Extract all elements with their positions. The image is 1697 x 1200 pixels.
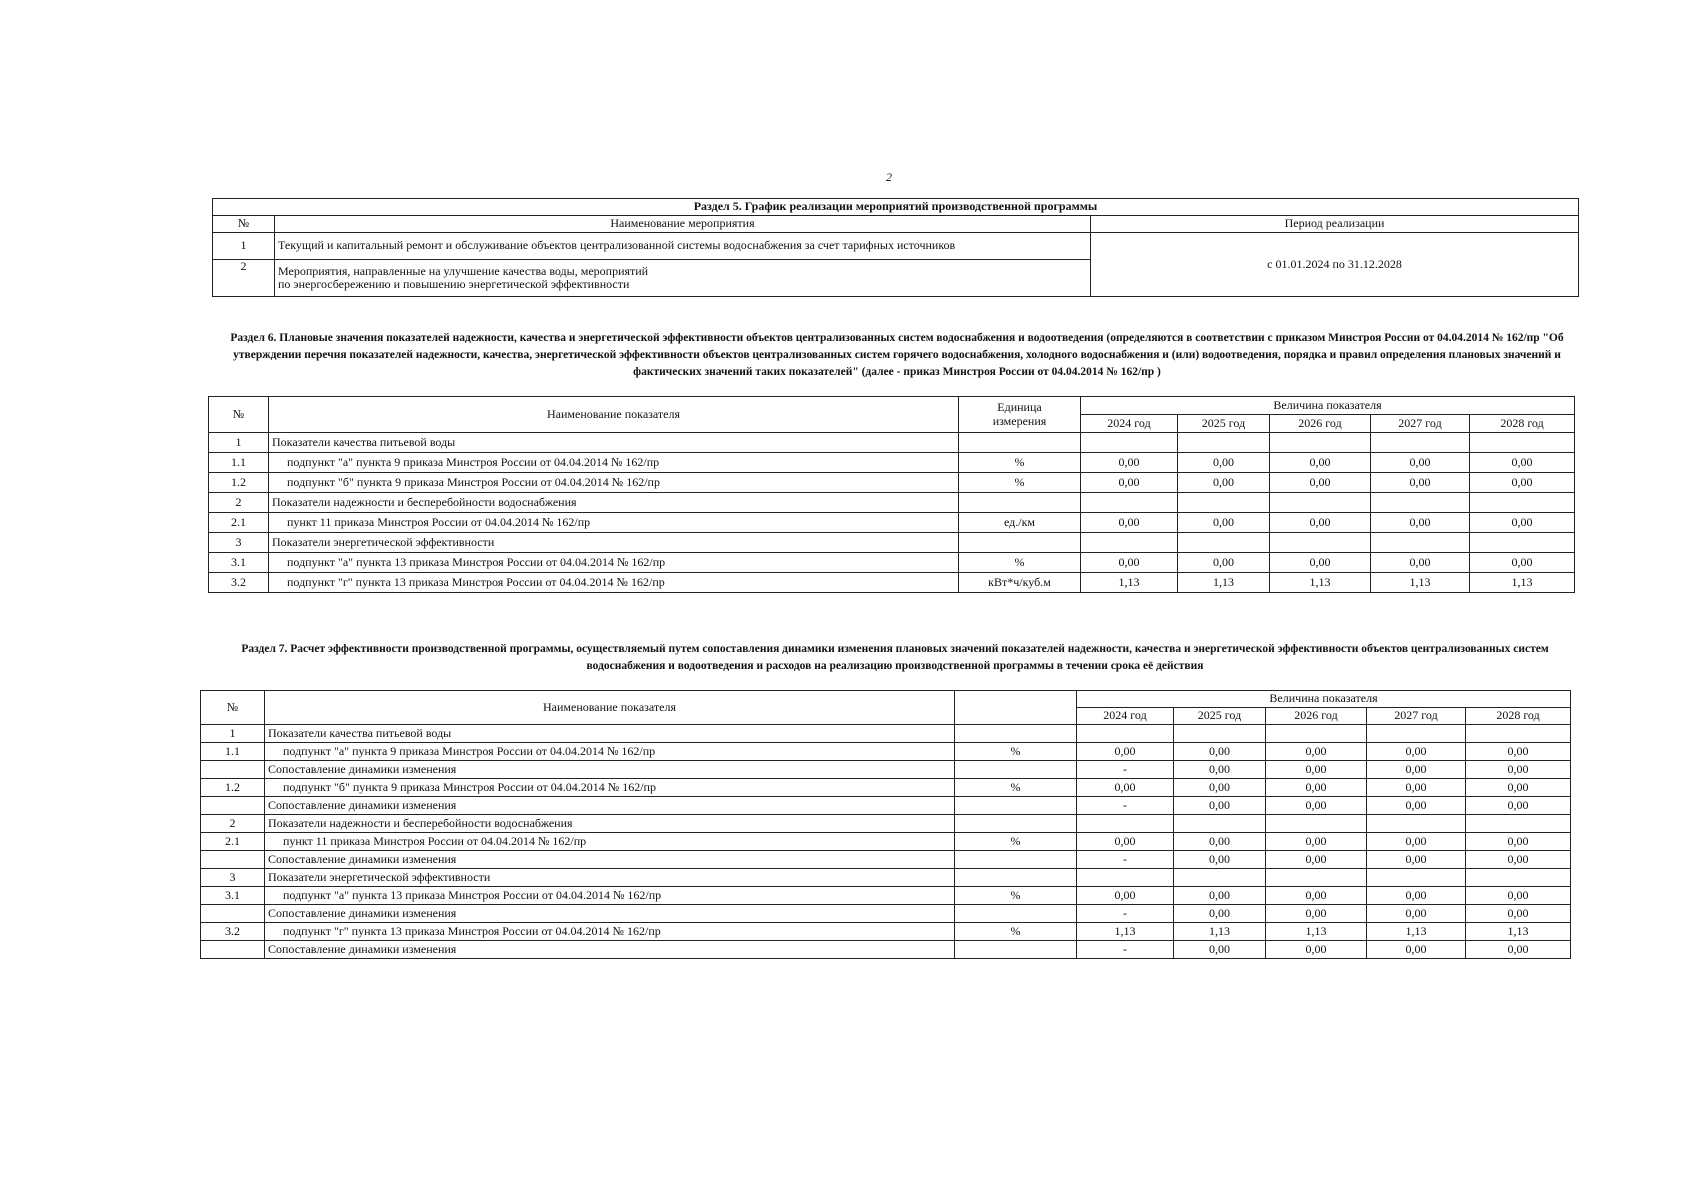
s7-table-row [201,725,1571,743]
s7-row-name: Сопоставление динамики изменения [265,851,955,869]
s7-body [201,725,1571,959]
s7-row-value: 0,00 [1077,887,1174,905]
s7-row-value: 0,00 [1466,851,1571,869]
s7-header-name: Наименование показателя [265,691,955,725]
s6-row-no: 2 [209,493,269,513]
s6-row-no: 3 [209,533,269,553]
s7-row-value [1466,869,1571,887]
s7-header-no: № [201,691,265,725]
s7-row-unit: % [955,833,1077,851]
s7-row-value [1077,815,1174,833]
s7-row-value: 0,00 [1266,833,1367,851]
s7-row-value: 0,00 [1266,851,1367,869]
page-number: 2 [886,170,892,184]
s7-row-value: 0,00 [1367,779,1466,797]
s7-table-row [201,941,1571,959]
s5-header-period: Период реализации [1091,216,1579,233]
s7-row-no [201,797,265,815]
s7-row-unit [955,761,1077,779]
s7-row-unit [955,905,1077,923]
s6-table-row [209,433,1575,453]
s6-row-value: 0,00 [1470,473,1575,493]
s7-header-unit [955,691,1077,725]
s7-row-name: Показатели энергетической эффективности [265,869,955,887]
s6-table-row [209,493,1575,513]
s7-table-row [201,743,1571,761]
s6-row-unit: % [959,473,1081,493]
section7-table [200,690,1571,959]
s6-row-no: 1.1 [209,453,269,473]
s7-row-value: 0,00 [1266,743,1367,761]
s6-row-value: 0,00 [1081,513,1178,533]
s7-header-year: 2024 год [1077,708,1174,725]
s6-row-name: подпункт "а" пункта 13 приказа Минстроя России от 04.04.2014 № 162/пр [269,553,959,573]
s7-row-no: 2.1 [201,833,265,851]
s7-row-value: 0,00 [1266,797,1367,815]
s7-row-no: 3.1 [201,887,265,905]
s7-table-row [201,869,1571,887]
section5-title: Раздел 5. График реализации мероприятий производственной программы [213,199,1579,216]
s6-row-value: 0,00 [1178,553,1270,573]
s7-row-unit [955,797,1077,815]
s7-row-no: 1.1 [201,743,265,761]
s7-row-value: 1,13 [1266,923,1367,941]
s7-row-value: 0,00 [1466,761,1571,779]
s6-row-name: подпункт "б" пункта 9 приказа Минстроя России от 04.04.2014 № 162/пр [269,473,959,493]
s6-row-value: 0,00 [1470,453,1575,473]
s5-header-name: Наименование мероприятия [275,216,1091,233]
s7-row-value: 0,00 [1367,851,1466,869]
s7-row-value [1174,815,1266,833]
s7-row-value [1266,815,1367,833]
s7-row-value: 0,00 [1466,779,1571,797]
s6-header-year: 2027 год [1371,415,1470,433]
s7-row-value: 0,00 [1174,761,1266,779]
s6-row-unit: ед./км [959,513,1081,533]
s6-row-value: 1,13 [1470,573,1575,593]
s6-row-no: 2.1 [209,513,269,533]
s6-header-year: 2024 год [1081,415,1178,433]
s6-row-name: подпункт "г" пункта 13 приказа Минстроя России от 04.04.2014 № 162/пр [269,573,959,593]
s6-row-value [1081,433,1178,453]
s7-row-value: 0,00 [1174,833,1266,851]
s6-row-value: 1,13 [1178,573,1270,593]
s7-table-row [201,761,1571,779]
s7-row-value: 0,00 [1367,761,1466,779]
s7-table-row [201,779,1571,797]
s7-row-value: 1,13 [1466,923,1571,941]
s7-row-no: 3 [201,869,265,887]
s7-row-unit: % [955,923,1077,941]
s6-row-no: 3.1 [209,553,269,573]
s7-row-value: 0,00 [1367,905,1466,923]
s6-row-value: 1,13 [1081,573,1178,593]
s7-row-no [201,761,265,779]
s7-row-no: 2 [201,815,265,833]
s6-table-row [209,513,1575,533]
s7-row-value [1367,869,1466,887]
s7-header-year: 2026 год [1266,708,1367,725]
s6-body [209,433,1575,593]
s6-row-unit: кВт*ч/куб.м [959,573,1081,593]
s6-row-name: Показатели энергетической эффективности [269,533,959,553]
s7-header-year: 2027 год [1367,708,1466,725]
s7-row-value: 0,00 [1466,905,1571,923]
s6-table-row [209,553,1575,573]
s7-header-year: 2028 год [1466,708,1571,725]
s7-header-value: Величина показателя [1077,691,1571,708]
s6-row-value [1178,493,1270,513]
s5-row-no: 1 [213,233,275,260]
s5-row-name-line1: Мероприятия, направленные на улучшение качества воды, мероприятий [278,263,649,278]
s7-table-row [201,905,1571,923]
s7-table-row [201,887,1571,905]
s7-row-unit [955,815,1077,833]
s7-row-value [1367,815,1466,833]
s7-row-unit [955,851,1077,869]
s6-row-value: 1,13 [1270,573,1371,593]
s7-row-value: 0,00 [1367,833,1466,851]
s6-row-unit: % [959,453,1081,473]
s7-row-value: 1,13 [1174,923,1266,941]
s7-table-row [201,815,1571,833]
s6-row-value: 0,00 [1270,453,1371,473]
s7-row-name: Сопоставление динамики изменения [265,905,955,923]
s7-row-value: 0,00 [1367,743,1466,761]
s6-row-unit [959,433,1081,453]
s7-row-value: 0,00 [1367,887,1466,905]
s7-row-value [1174,725,1266,743]
s6-row-value: 0,00 [1470,553,1575,573]
s7-row-unit [955,869,1077,887]
s7-row-value: 1,13 [1077,923,1174,941]
s6-row-value: 1,13 [1371,573,1470,593]
s6-row-value: 0,00 [1270,513,1371,533]
s7-row-value: 0,00 [1466,941,1571,959]
s7-row-no [201,941,265,959]
s6-row-value: 0,00 [1178,453,1270,473]
s6-header-value: Величина показателя [1081,397,1575,415]
s6-row-value [1270,433,1371,453]
s7-row-value [1367,725,1466,743]
s7-row-value: 0,00 [1367,941,1466,959]
s7-row-value: - [1077,905,1174,923]
s6-row-value: 0,00 [1371,473,1470,493]
s6-row-value: 0,00 [1270,553,1371,573]
s7-row-value: 0,00 [1266,779,1367,797]
s7-row-value: 0,00 [1077,833,1174,851]
s6-row-no: 1.2 [209,473,269,493]
s6-row-unit: % [959,553,1081,573]
s7-row-value [1077,869,1174,887]
s6-row-value [1371,493,1470,513]
s7-row-value: 0,00 [1174,941,1266,959]
s6-header-year: 2028 год [1470,415,1575,433]
s7-row-value: 0,00 [1174,779,1266,797]
s6-row-value: 0,00 [1270,473,1371,493]
s6-row-no: 1 [209,433,269,453]
s7-row-value: 0,00 [1266,905,1367,923]
s7-row-no [201,905,265,923]
s6-header-no: № [209,397,269,433]
s6-header-unit [959,397,1081,433]
s6-row-value [1270,493,1371,513]
s7-table-row [201,851,1571,869]
s6-table-row [209,533,1575,553]
s7-row-value [1466,815,1571,833]
s7-row-unit [955,725,1077,743]
s7-row-value: 0,00 [1174,851,1266,869]
s6-row-name: подпункт "а" пункта 9 приказа Минстроя России от 04.04.2014 № 162/пр [269,453,959,473]
s7-row-name: подпункт "б" пункта 9 приказа Минстроя России от 04.04.2014 № 162/пр [265,779,955,797]
s6-row-value: 0,00 [1371,453,1470,473]
s7-row-value: 0,00 [1367,797,1466,815]
s6-row-value: 0,00 [1081,453,1178,473]
s7-table-row [201,923,1571,941]
section5-table [212,198,1579,297]
s7-row-value [1466,725,1571,743]
s7-row-name: Сопоставление динамики изменения [265,941,955,959]
s7-row-value: 0,00 [1077,779,1174,797]
s6-row-unit [959,533,1081,553]
s7-row-no: 1 [201,725,265,743]
s7-row-value: - [1077,851,1174,869]
s7-row-name: Показатели надежности и бесперебойности водоснабжения [265,815,955,833]
s7-row-name: Сопоставление динамики изменения [265,797,955,815]
s6-row-unit [959,493,1081,513]
s7-row-value [1174,869,1266,887]
s6-row-value [1470,533,1575,553]
s7-row-value: 0,00 [1174,887,1266,905]
s7-row-unit: % [955,779,1077,797]
s7-row-value: 0,00 [1266,941,1367,959]
s6-row-value [1178,433,1270,453]
s6-row-value [1470,433,1575,453]
s6-row-value [1371,533,1470,553]
s7-row-no: 3.2 [201,923,265,941]
s6-header-name: Наименование показателя [269,397,959,433]
s7-row-value: 0,00 [1466,743,1571,761]
section7-title: Раздел 7. Расчет эффективности производственной программы, осуществляемый путем сопоставления динамики изменения плановых значений показателей надежности, качества и энергетической эффективности объектов централизованных систем водоснабжения и водоотведения и расходов на реализацию производственной программы в течении срока её действия [241,643,1549,672]
section6-title: Раздел 6. Плановые значения показателей надежности, качества и энергетической эффективности объектов централизованных систем водоснабжения и водоотведения (определяются в соответствии с приказом Минстроя России от 04.04.2014 № 162/пр "Об утверждении перечня показателей надежности, качества, энергетической эффективности объектов централизованных систем горячего водоснабжения, холодного водоснабжения и (или) водоотведения, порядка и правил определения плановых значений и фактических значений таких показателей" (далее - приказ Минстроя России от 04.04.2014 № 162/пр ) [230,332,1564,378]
s5-row-name [275,260,1091,297]
s6-table-row [209,473,1575,493]
s6-row-value: 0,00 [1081,553,1178,573]
s7-row-value: 0,00 [1266,887,1367,905]
s6-row-value [1371,433,1470,453]
s7-row-name: подпункт "г" пункта 13 приказа Минстроя России от 04.04.2014 № 162/пр [265,923,955,941]
s6-row-name: Показатели качества питьевой воды [269,433,959,453]
s6-row-value: 0,00 [1470,513,1575,533]
s6-row-value: 0,00 [1178,473,1270,493]
s6-row-value [1470,493,1575,513]
s6-row-value [1178,533,1270,553]
s7-row-value: 0,00 [1466,797,1571,815]
s7-row-unit: % [955,887,1077,905]
s6-row-value [1081,533,1178,553]
s6-row-value [1081,493,1178,513]
s7-row-value: 0,00 [1466,833,1571,851]
s6-header-year: 2026 год [1270,415,1371,433]
s7-row-name: пункт 11 приказа Минстроя России от 04.04.2014 № 162/пр [265,833,955,851]
s7-row-value: - [1077,761,1174,779]
s7-row-value: 0,00 [1466,887,1571,905]
s7-table-row [201,797,1571,815]
s6-header-year: 2025 год [1178,415,1270,433]
s6-row-value: 0,00 [1178,513,1270,533]
s7-row-name: Показатели качества питьевой воды [265,725,955,743]
s5-period: с 01.01.2024 по 31.12.2028 [1091,233,1579,297]
s7-row-value: - [1077,797,1174,815]
s5-row-name-line2: по энергосбережению и повышению энергетической эффективности [278,277,630,291]
s7-row-value: - [1077,941,1174,959]
s7-row-unit: % [955,743,1077,761]
s6-row-value: 0,00 [1081,473,1178,493]
s5-row-no: 2 [213,260,275,297]
s6-row-no: 3.2 [209,573,269,593]
s7-row-no: 1.2 [201,779,265,797]
section6-table [208,396,1575,593]
s6-row-value: 0,00 [1371,553,1470,573]
s5-row-name: Текущий и капитальный ремонт и обслуживание объектов централизованной системы водоснабжения за счет тарифных источников [275,233,1091,260]
s7-row-value [1077,725,1174,743]
s6-row-name: пункт 11 приказа Минстроя России от 04.04.2014 № 162/пр [269,513,959,533]
s7-row-value: 0,00 [1266,761,1367,779]
s7-row-value: 0,00 [1174,905,1266,923]
s6-row-value: 0,00 [1371,513,1470,533]
s7-row-value [1266,725,1367,743]
s7-row-name: подпункт "а" пункта 9 приказа Минстроя России от 04.04.2014 № 162/пр [265,743,955,761]
s7-row-no [201,851,265,869]
s6-header-unit-line1: Единица [997,400,1042,415]
s7-header-year: 2025 год [1174,708,1266,725]
s7-row-name: Сопоставление динамики изменения [265,761,955,779]
s6-header-unit-line2: измерения [992,413,1047,428]
s7-row-unit [955,941,1077,959]
s7-row-value: 0,00 [1174,743,1266,761]
s7-row-value [1266,869,1367,887]
s7-row-name: подпункт "а" пункта 13 приказа Минстроя России от 04.04.2014 № 162/пр [265,887,955,905]
s7-row-value: 1,13 [1367,923,1466,941]
s6-table-row [209,453,1575,473]
s5-header-no: № [213,216,275,233]
s7-table-row [201,833,1571,851]
s6-row-value [1270,533,1371,553]
s7-row-value: 0,00 [1077,743,1174,761]
s7-row-value: 0,00 [1174,797,1266,815]
s6-table-row [209,573,1575,593]
s6-row-name: Показатели надежности и бесперебойности водоснабжения [269,493,959,513]
